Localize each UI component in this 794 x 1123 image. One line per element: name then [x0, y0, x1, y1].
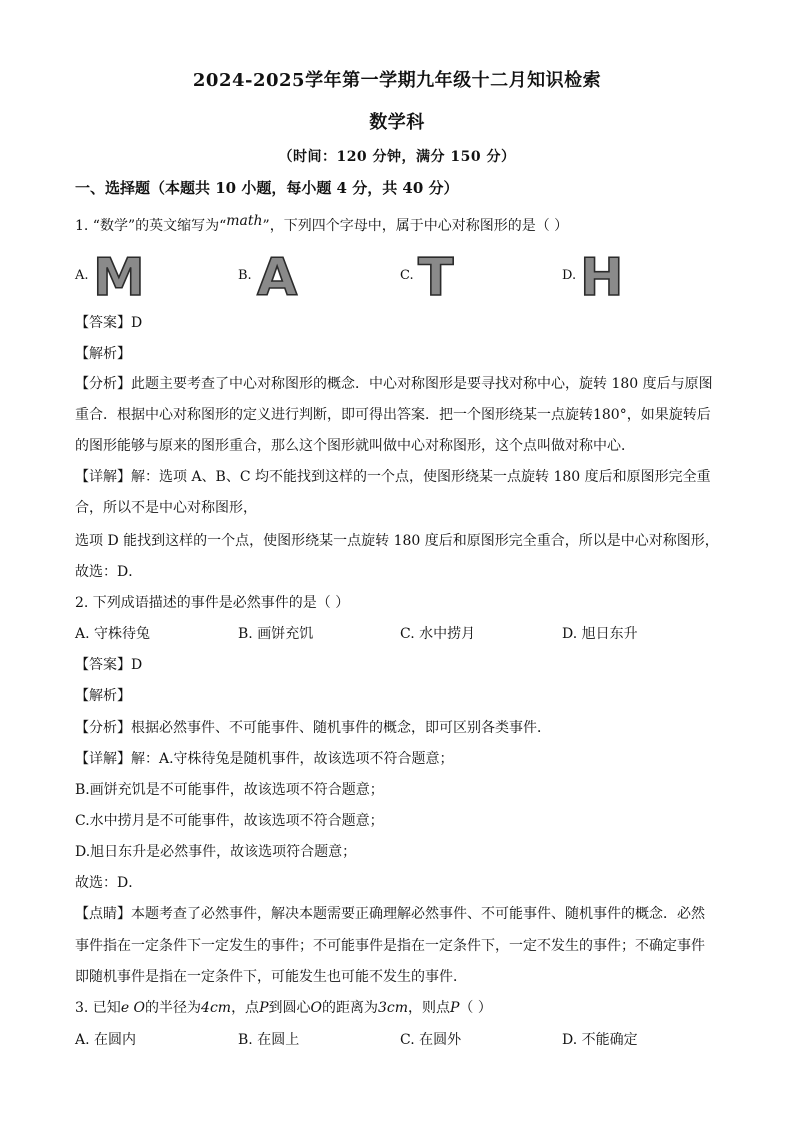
q2-stem: 2. 下列成语描述的事件是必然事件的是（ ）	[75, 595, 350, 611]
q1-option-d-letter: H	[580, 248, 624, 308]
subject-title: 数学科	[369, 112, 425, 133]
q2-option-a: A. 守株待兔	[75, 626, 151, 642]
q2-analysis-line: 故选：D．	[75, 875, 143, 891]
q1-answer: 【答案】D	[75, 315, 143, 331]
q1-option-b-label: B.	[238, 268, 252, 283]
q2-option-c: C. 水中捞月	[400, 626, 476, 642]
q1-analysis-line: 【详解】解：选项 A、B、C 均不能找到这样的一个点，使图形绕某一点旋转 180 度后和原图形完全重	[75, 469, 711, 485]
q2-analysis-line: C.水中捞月是不可能事件，故该选项不符合题意；	[75, 813, 384, 829]
q3-stem: 3. 已知e O的半径为4cm，点P到圆心O的距离为3cm，则点P（ ）	[75, 1000, 492, 1016]
q2-analysis-head: 【解析】	[75, 688, 131, 704]
q3-circle-symbol: e O	[120, 1000, 146, 1016]
q2-option-d: D. 旭日东升	[562, 626, 638, 642]
q1-analysis-line: 重合．根据中心对称图形的定义进行判断，即可得出答案．把一个图形绕某一点旋转180°，如果旋转后	[75, 407, 711, 423]
q3-option-d: D. 不能确定	[562, 1032, 638, 1048]
q1-option-d-label: D.	[562, 268, 577, 283]
q2-analysis-line: 即随机事件是指在一定条件下，可能发生也可能不发生的事件．	[75, 969, 467, 985]
q1-analysis-head: 【解析】	[75, 346, 131, 362]
q2-analysis-line: 事件指在一定条件下一定发生的事件；不可能事件是指在一定条件下，一定不发生的事件；不确定事件	[75, 938, 705, 954]
q2-analysis-line: D.旭日东升是必然事件，故该选项符合题意；	[75, 844, 357, 860]
q2-analysis-line: 【点睛】本题考查了必然事件，解决本题需要正确理解必然事件、不可能事件、随机事件的概念．必然	[75, 906, 705, 922]
q3-option-c: C. 在圆外	[400, 1032, 462, 1048]
q1-option-c-letter: T	[418, 248, 454, 308]
q1-analysis-line: 【分析】此题主要考查了中心对称图形的概念．中心对称图形是要寻找对称中心，旋转 180 度后与原图	[75, 376, 713, 392]
q1-stem: 1. “数学”的英文缩写为“math”，下列四个字母中，属于中心对称图形的是（ ）	[75, 213, 569, 234]
q1-option-a-letter: M	[93, 248, 145, 308]
exam-title: 2024-2025学年第一学期九年级十二月知识检索	[192, 70, 602, 91]
q2-analysis-line: 【详解】解：A.守株待兔是随机事件，故该选项不符合题意；	[75, 751, 454, 767]
q1-option-a-label: A.	[75, 268, 89, 283]
q3-option-b: B. 在圆上	[238, 1032, 300, 1048]
section-heading: 一、选择题（本题共 10 小题，每小题 4 分，共 40 分）	[75, 179, 459, 197]
q1-option-b-letter: A	[257, 248, 298, 308]
q1-analysis-line: 选项 D 能找到这样的一个点，使图形绕某一点旋转 180 度后和原图形完全重合，所以是中心对称图形，	[75, 533, 719, 549]
time-note: （时间：120 分钟，满分 150 分）	[278, 149, 516, 165]
q1-analysis-line: 合，所以不是中心对称图形，	[75, 500, 257, 516]
q1-analysis-line: 故选：D．	[75, 564, 143, 580]
q3-option-a: A. 在圆内	[75, 1032, 137, 1048]
q2-option-b: B. 画饼充饥	[238, 626, 314, 642]
q1-analysis-line: 的图形能够与原来的图形重合，那么这个图形就叫做中心对称图形，这个点叫做对称中心．	[75, 438, 635, 454]
q2-analysis-line: B.画饼充饥是不可能事件，故该选项不符合题意；	[75, 782, 384, 798]
q2-answer: 【答案】D	[75, 657, 143, 673]
q1-math-term: math	[226, 213, 263, 229]
q1-option-c-label: C.	[400, 268, 414, 283]
q2-analysis-line: 【分析】根据必然事件、不可能事件、随机事件的概念，即可区别各类事件．	[75, 720, 551, 736]
